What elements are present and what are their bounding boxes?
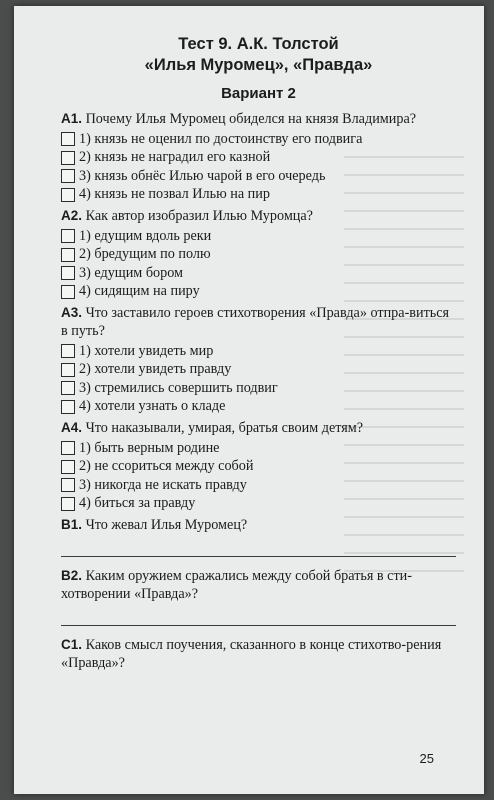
question-text: Каким оружием сражались между собой братья в сти-хотворении «Правда»?: [61, 568, 412, 602]
answer-option[interactable]: [61, 264, 456, 283]
answer-text: 2) хотели увидеть правду: [79, 361, 232, 378]
question-text: Каков смысл поучения, сказанного в конце стихотво-рения «Правда»?: [61, 637, 442, 671]
answer-option[interactable]: [61, 398, 456, 417]
answer-option[interactable]: [61, 227, 456, 246]
question-b1: [61, 516, 456, 534]
answer-option[interactable]: [61, 458, 456, 477]
answers-a2: [61, 227, 456, 301]
question-number: А2.: [61, 208, 83, 223]
test-title-line2: «Илья Муромец», «Правда»: [144, 56, 373, 74]
answer-text: 2) не ссориться между собой: [79, 458, 254, 475]
answer-text: 1) быть верным родине: [79, 439, 220, 456]
question-number: С1.: [61, 637, 83, 652]
test-content: [61, 34, 456, 672]
question-a1: [61, 110, 456, 128]
checkbox[interactable]: [61, 188, 75, 202]
checkbox[interactable]: [61, 441, 75, 455]
page-number: 25: [419, 751, 434, 766]
answers-a1: [61, 130, 456, 204]
question-number: В2.: [61, 568, 83, 583]
answers-a4: [61, 439, 456, 513]
checkbox[interactable]: [61, 248, 75, 262]
answer-option[interactable]: [61, 342, 456, 361]
variant-label: Вариант 2: [221, 85, 296, 102]
question-b2: [61, 567, 456, 603]
question-a2: [61, 207, 456, 225]
question-number: А1.: [61, 111, 83, 126]
answer-option[interactable]: [61, 361, 456, 380]
test-title-line1: Тест 9. А.К. Толстой: [178, 35, 339, 53]
checkbox[interactable]: [61, 344, 75, 358]
answer-text: 3) стремились совершить подвиг: [79, 379, 278, 396]
answer-line-b2[interactable]: [61, 603, 456, 626]
answer-text: 3) князь обнёс Илью чарой в его очередь: [79, 167, 326, 184]
answer-option[interactable]: [61, 149, 456, 168]
checkbox[interactable]: [61, 132, 75, 146]
checkbox[interactable]: [61, 381, 75, 395]
answer-text: 1) едущим вдоль реки: [79, 227, 212, 244]
checkbox[interactable]: [61, 229, 75, 243]
answer-option[interactable]: [61, 130, 456, 149]
answer-option[interactable]: [61, 186, 456, 205]
answer-text: 2) князь не наградил его казной: [79, 149, 271, 166]
answer-option[interactable]: [61, 379, 456, 398]
question-a4: [61, 419, 456, 437]
checkbox[interactable]: [61, 169, 75, 183]
question-text: Что наказывали, умирая, братья своим детям?: [85, 420, 364, 436]
answer-option[interactable]: [61, 246, 456, 265]
checkbox[interactable]: [61, 151, 75, 165]
answer-text: 2) бредущим по полю: [79, 246, 211, 263]
question-c1: [61, 636, 456, 672]
answer-option[interactable]: [61, 283, 456, 302]
checkbox[interactable]: [61, 363, 75, 377]
checkbox[interactable]: [61, 266, 75, 280]
question-text: Как автор изобразил Илью Муромца?: [85, 208, 313, 224]
answer-text: 4) биться за правду: [79, 495, 196, 512]
question-text: Что жевал Илья Муромец?: [85, 517, 248, 533]
question-number: В1.: [61, 517, 83, 532]
checkbox[interactable]: [61, 400, 75, 414]
checkbox[interactable]: [61, 497, 75, 511]
checkbox[interactable]: [61, 285, 75, 299]
answer-option[interactable]: [61, 476, 456, 495]
answer-text: 3) едущим бором: [79, 264, 184, 281]
checkbox[interactable]: [61, 478, 75, 492]
answer-text: 4) хотели узнать о кладе: [79, 398, 226, 415]
answer-option[interactable]: [61, 495, 456, 514]
answer-text: 1) князь не оценил по достоинству его подвига: [79, 130, 363, 147]
question-number: А4.: [61, 420, 83, 435]
question-a3: [61, 304, 456, 340]
checkbox[interactable]: [61, 460, 75, 474]
answer-text: 3) никогда не искать правду: [79, 476, 247, 493]
question-text: Что заставило героев стихотворения «Правда» отпра-виться в путь?: [61, 305, 450, 339]
answer-line-b1[interactable]: [61, 534, 456, 557]
answers-a3: [61, 342, 456, 416]
answer-text: 4) сидящим на пиру: [79, 283, 200, 300]
question-text: Почему Илья Муромец обиделся на князя Владимира?: [85, 111, 417, 127]
answer-option[interactable]: [61, 439, 456, 458]
answer-text: 4) князь не позвал Илью на пир: [79, 186, 270, 203]
question-number: А3.: [61, 305, 83, 320]
answer-option[interactable]: [61, 167, 456, 186]
answer-text: 1) хотели увидеть мир: [79, 342, 214, 359]
page: [14, 6, 484, 794]
